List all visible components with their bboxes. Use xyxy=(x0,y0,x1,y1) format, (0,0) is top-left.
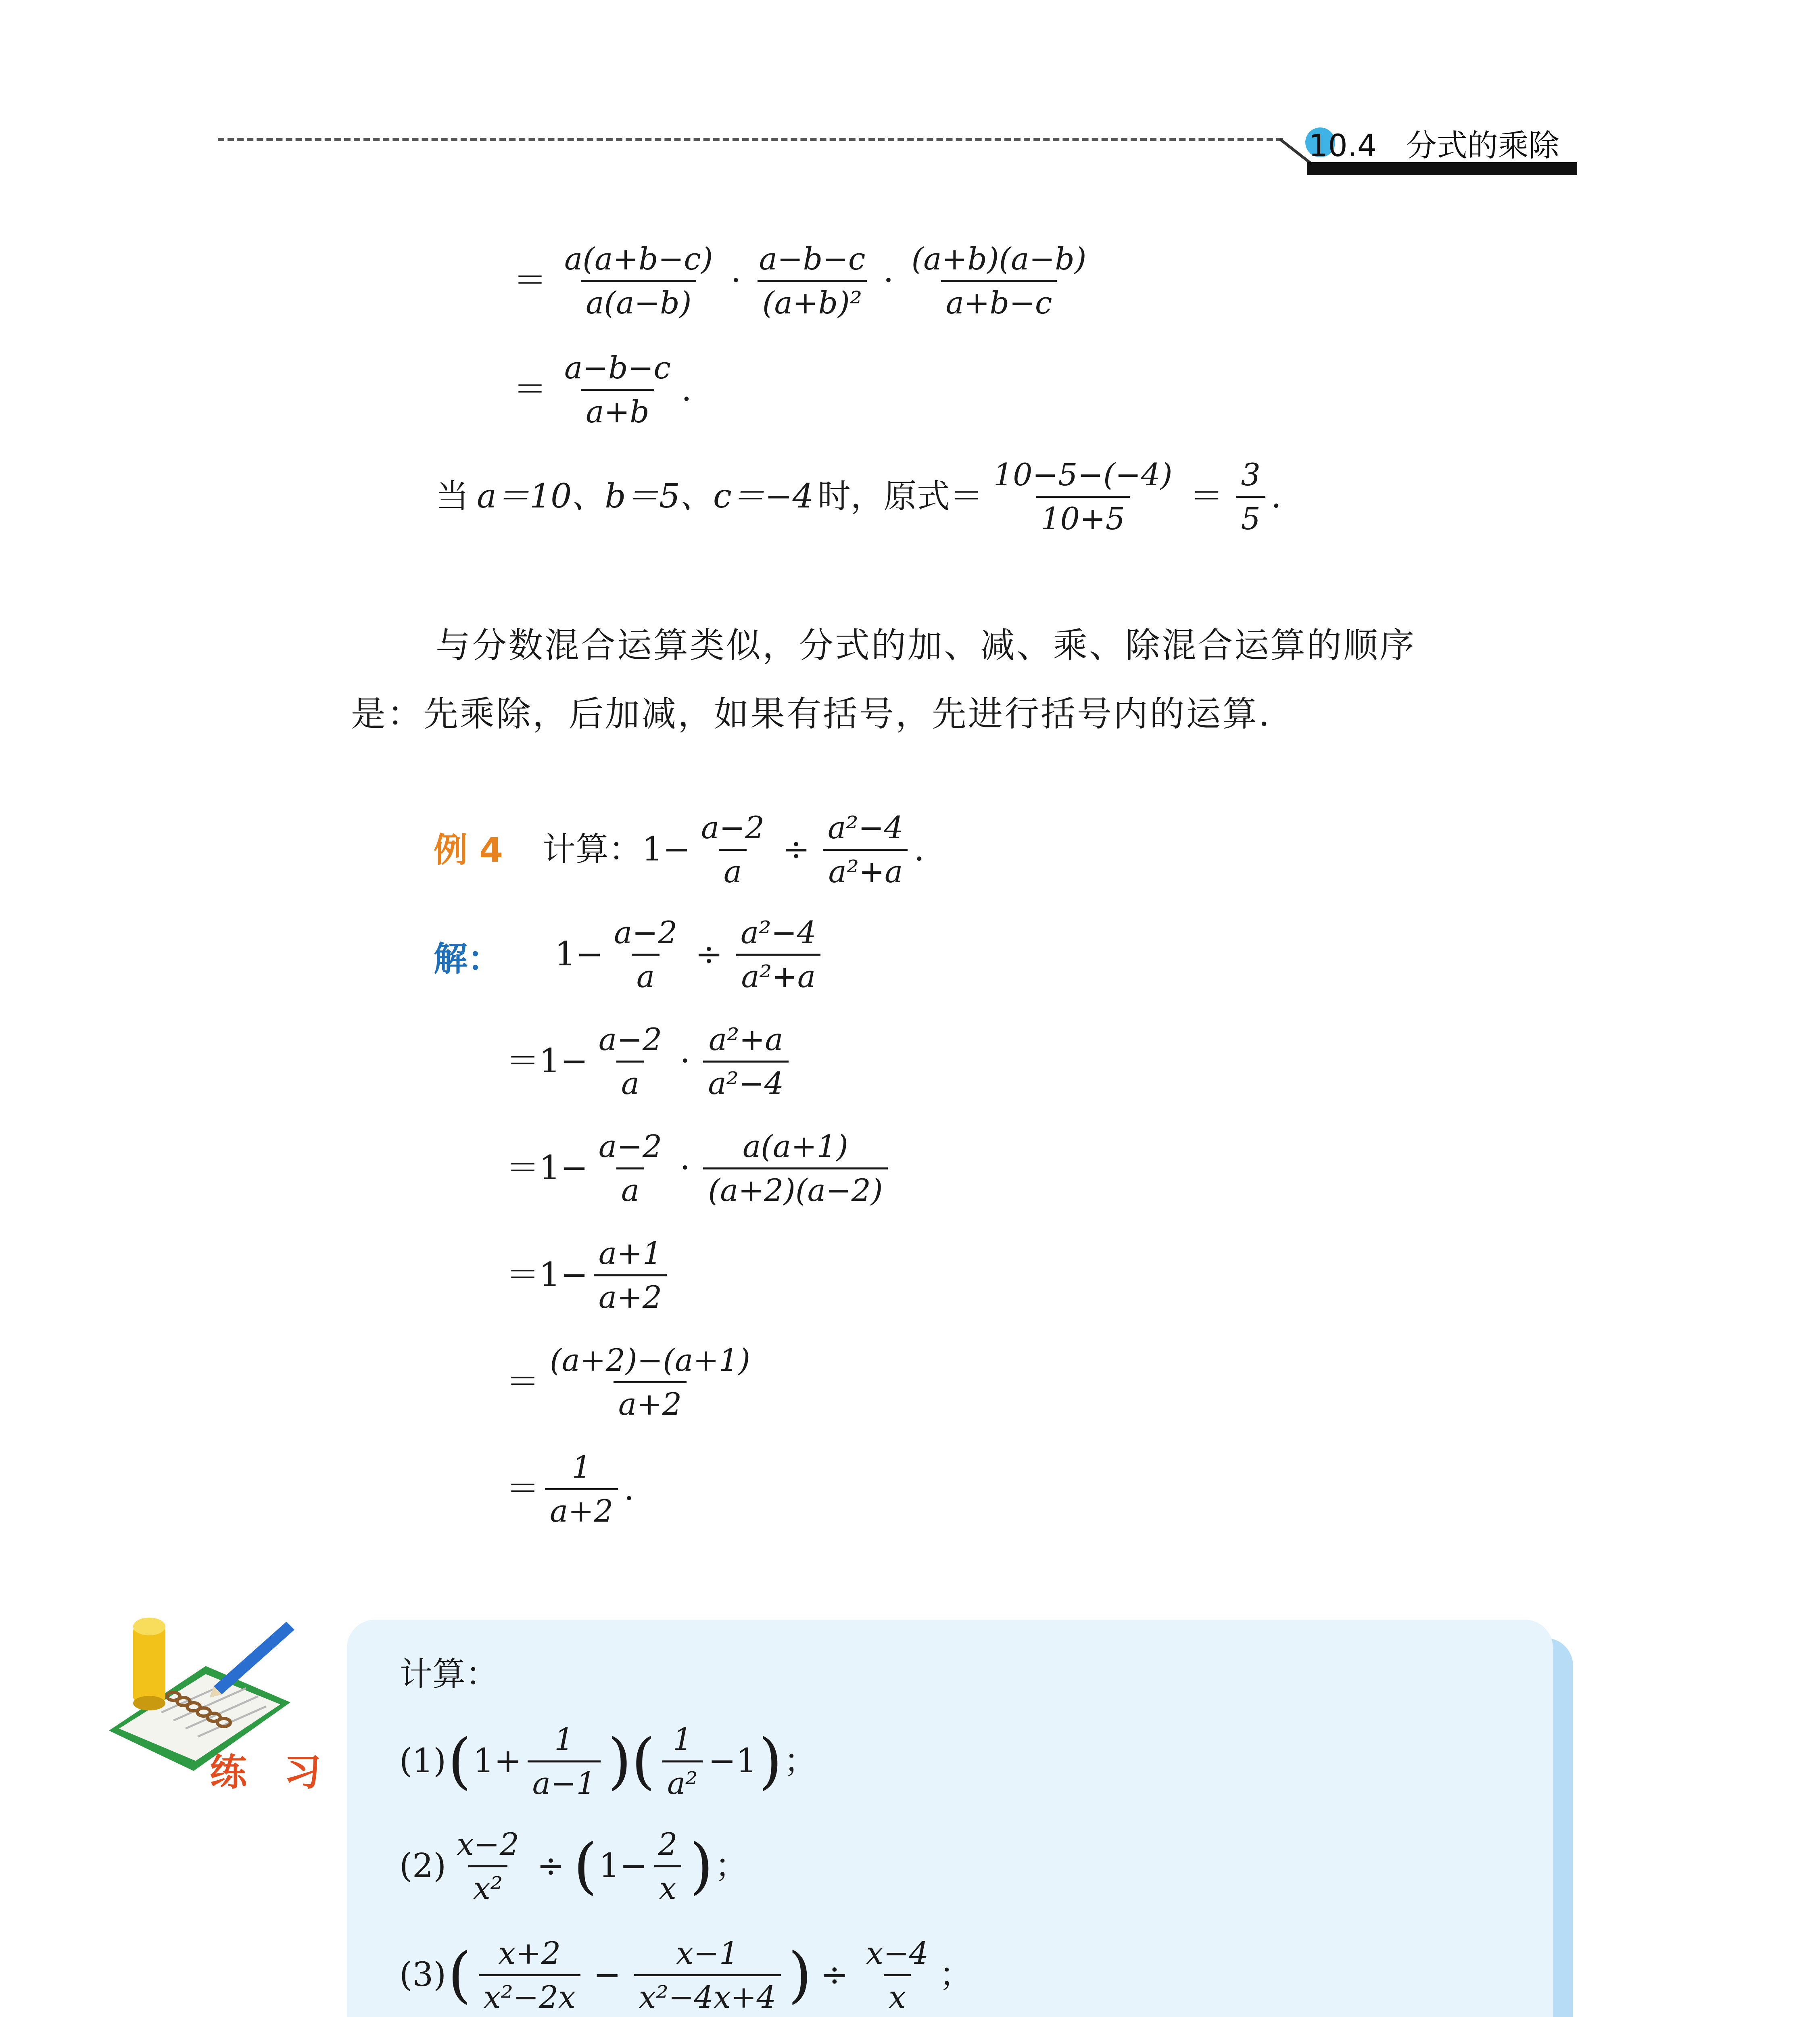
fraction: $\frac{x-1}{\text{x²−4x+4}}$ xyxy=(634,1936,781,2014)
fraction: $\frac{a(a+b-c)}{a(a-b)}$ xyxy=(564,241,713,321)
fraction: $\frac{\text{a²+a}}{\text{a²−4}}$ xyxy=(703,1023,789,1100)
header-dashed-rule xyxy=(218,138,1283,141)
solution-step-2: ＝1− $\frac{a-2}{a}$ · $\frac{\text{a²+a}}{\text{a²−4}}$ xyxy=(506,1023,794,1100)
fraction: $\frac{\text{a²−4}}{\text{a²+a}}$ xyxy=(823,811,908,888)
substitution-line: 当 a＝10、b＝5、c＝−4 时，原式＝ $\frac{10-5-(-4)}{10+5}$ ＝ $\frac{3}{5}$ . xyxy=(436,457,1282,537)
paragraph-line-1: 与分数混合运算类似，分式的加、减、乘、除混合运算的顺序 xyxy=(436,625,1416,666)
fraction: $\frac{a+1}{a+2}$ xyxy=(594,1236,667,1314)
fraction: $\frac{a-b-c}{a+b}$ xyxy=(564,350,671,430)
continuation-line-1: ＝ $\frac{a(a+b-c)}{a(a-b)}$ · $\frac{a-b-c}{\text{(a+b)²}}$ · $\frac{(a+b)(a-b)}{a+b-c}$ xyxy=(506,242,1097,319)
paragraph-line-2: 是：先乘除，后加减，如果有括号，先进行括号内的运算. xyxy=(351,694,1271,734)
practice-problem-2: (2) $\frac{x-2}{\text{x²}}$ ÷ ( 1− $\frac{2}{x}$ ) ； xyxy=(399,1826,748,1906)
fraction: $\frac{a-b-c}{\text{(a+b)²}}$ xyxy=(754,242,870,319)
example-expression: 计算： 1− $\frac{a-2}{a}$ ÷ $\frac{\text{a²−4}}{\text{a²+a}}$ . xyxy=(543,810,925,889)
solution-step-6: ＝ $\frac{1}{a+2}$ . xyxy=(506,1449,634,1529)
fraction: $\frac{x+2}{\text{x²−2x}}$ xyxy=(479,1936,580,2014)
solution-step-1: 1− $\frac{a-2}{a}$ ÷ $\frac{\text{a²−4}}{\text{a²+a}}$ xyxy=(555,916,827,993)
fraction: $\frac{\text{a²−4}}{\text{a²+a}}$ xyxy=(736,916,821,993)
practice-heading: 计算： xyxy=(399,1655,499,1693)
fraction: $\frac{a-2}{a}$ xyxy=(614,915,678,994)
fraction: $\frac{x-4}{x}$ xyxy=(866,1935,929,2015)
solution-step-4: ＝1− $\frac{a+1}{a+2}$ xyxy=(506,1236,672,1314)
section-number: 10.4 xyxy=(1309,127,1377,163)
solution-step-3: ＝1− $\frac{a-2}{a}$ · $\frac{a(a+1)}{(a+2)(a-2)}$ xyxy=(506,1130,893,1207)
fraction: $\frac{(a+2)-(a+1)}{a+2}$ xyxy=(550,1342,750,1422)
example-label: 例 4 xyxy=(434,830,503,870)
fraction: $\frac{10-5-(-4)}{10+5}$ xyxy=(993,457,1173,537)
section-header xyxy=(1309,121,1559,165)
fraction: $\frac{a(a+1)}{(a+2)(a-2)}$ xyxy=(703,1130,887,1207)
fraction: $\frac{2}{x}$ xyxy=(653,1827,682,1905)
fraction: $\frac{(a+b)(a-b)}{a+b-c}$ xyxy=(911,241,1087,321)
fraction: $\frac{a-2}{a}$ xyxy=(598,1128,662,1208)
practice-problem-1: (1) ( 1+ $\frac{1}{a-1}$ )( $\frac{1}{\text{a²}}$ −1 ) ； xyxy=(399,1721,817,1801)
fraction: $\frac{3}{5}$ xyxy=(1236,458,1265,535)
fraction: $\frac{1}{a+2}$ xyxy=(545,1450,618,1528)
practice-problem-3: (3) ( $\frac{x+2}{\text{x²−2x}}$ − $\frac{x-1}{\text{x²−4x+4}}$ ) ÷ $\frac{x-4}{x}$ ； xyxy=(399,1935,973,2015)
continuation-line-2: ＝ $\frac{a-b-c}{a+b}$ . xyxy=(513,350,692,430)
fraction: $\frac{x-2}{\text{x²}}$ xyxy=(457,1826,520,1906)
fraction: $\frac{a-2}{a}$ xyxy=(701,810,765,889)
fraction: $\frac{1}{\text{a²}}$ xyxy=(662,1723,703,1800)
fraction: $\frac{a-2}{a}$ xyxy=(598,1021,662,1101)
solution-step-5: ＝ $\frac{(a+2)-(a+1)}{a+2}$ xyxy=(506,1343,761,1421)
solution-label: 解： xyxy=(434,939,502,979)
section-title: 分式的乘除 xyxy=(1406,127,1559,163)
practice-label: 练 习 xyxy=(210,1751,334,1794)
fraction: $\frac{1}{a-1}$ xyxy=(528,1723,601,1800)
